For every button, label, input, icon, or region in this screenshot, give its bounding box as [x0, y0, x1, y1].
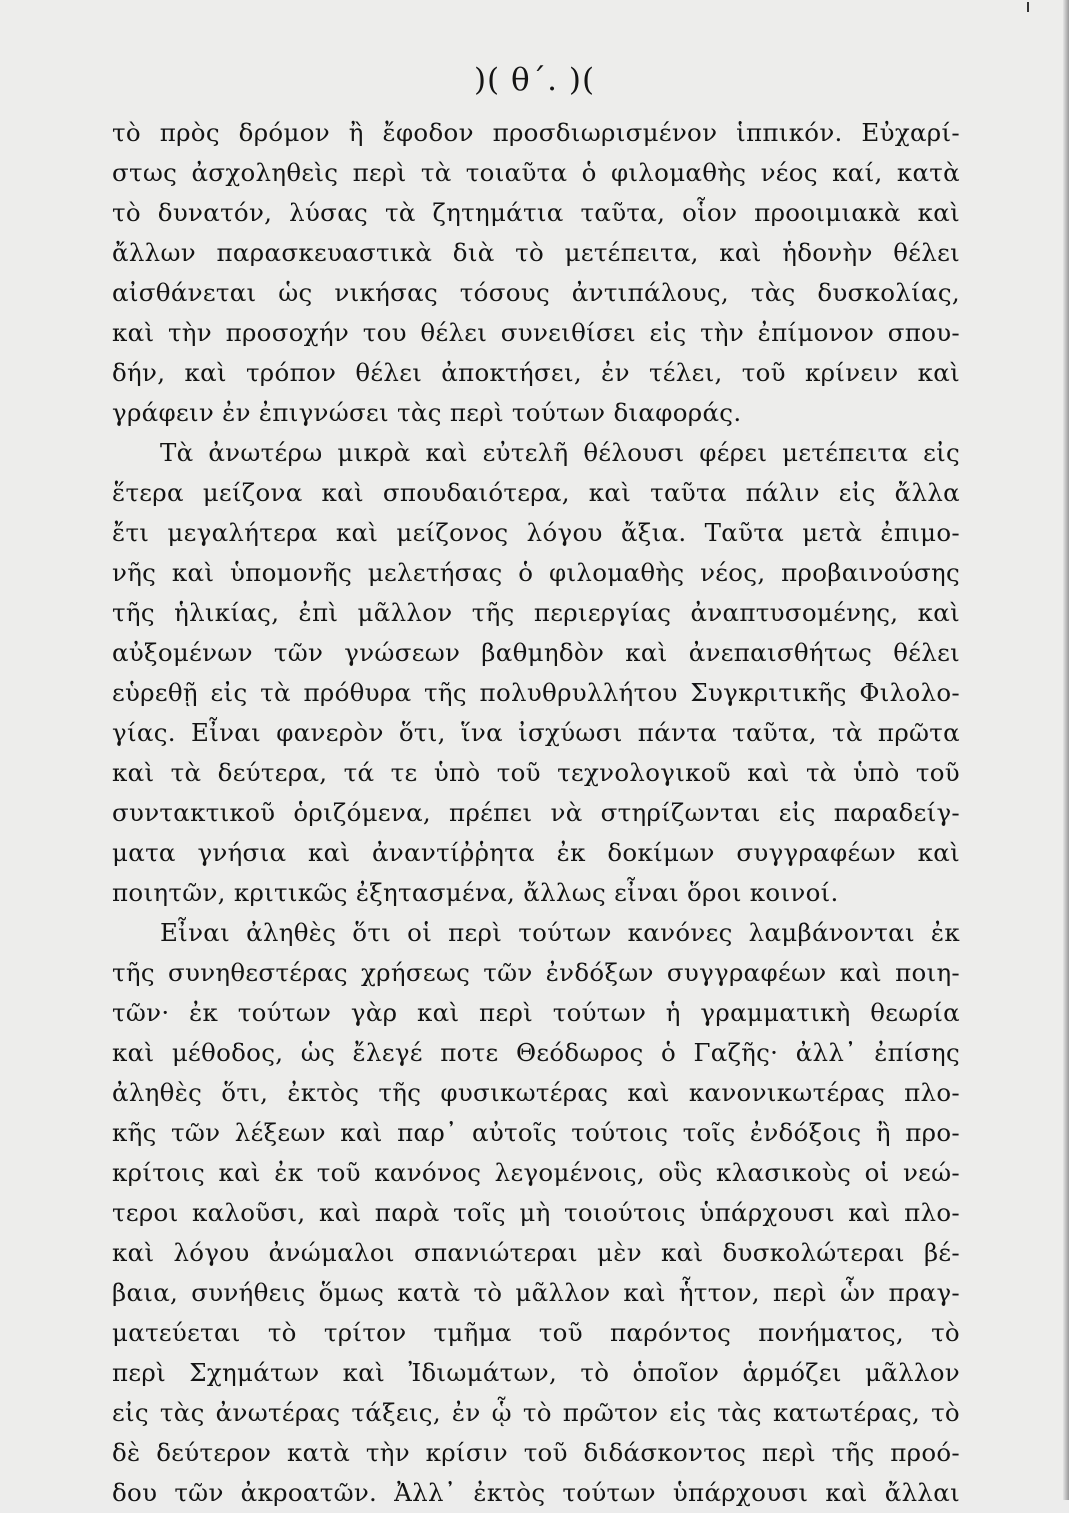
text-line: αὐξομένων τῶν γνώσεων βαθμηδὸν καὶ ἀνεπαισθήτως θέλει — [112, 638, 960, 667]
text-line: ἔτι μεγαλήτερα καὶ μείζονος λόγου ἄξια. Ταῦτα μετὰ ἐπιμο- — [112, 518, 960, 547]
text-line: βαια, συνήθεις ὅμως κατὰ τὸ μᾶλλον καὶ ἧττον, περὶ ὧν πραγ- — [112, 1278, 960, 1307]
text-line: τὸ πρὸς δρόμον ἢ ἔφοδον προσδιωρισμένον ἱππικόν. Εὐχαρί- — [112, 118, 960, 147]
text-line: καὶ λόγου ἀνώμαλοι σπανιώτεραι μὲν καὶ δυσκολώτεραι βέ- — [112, 1238, 960, 1267]
text-line: ποιητῶν, κριτικῶς ἐξητασμένα, ἄλλως εἶναι ὅροι κοινοί. — [112, 878, 839, 907]
body-text — [112, 113, 960, 1513]
text-line: ἀληθὲς ὅτι, ἐκτὸς τῆς φυσικωτέρας καὶ κανονικωτέρας πλο- — [112, 1078, 960, 1107]
page-spine-shadow — [1063, 0, 1069, 1500]
page-header: )( θ΄. )( — [473, 62, 596, 98]
text-line: δου τῶν ἀκροατῶν. Ἀλλ᾽ ἐκτὸς τούτων ὑπάρχουσι καὶ ἄλλαι — [112, 1478, 960, 1507]
text-line: καὶ τὰ δεύτερα, τά τε ὑπὸ τοῦ τεχνολογικοῦ καὶ τὰ ὑπὸ τοῦ — [112, 758, 960, 787]
text-line: περὶ Σχημάτων καὶ Ἰδιωμάτων, τὸ ὁποῖον ἁρμόζει μᾶλλον — [112, 1358, 960, 1387]
text-line: στως ἀσχοληθεὶς περὶ τὰ τοιαῦτα ὁ φιλομαθὴς νέος καί, κατὰ — [112, 158, 960, 187]
text-line: εἰς τὰς ἀνωτέρας τάξεις, ἐν ᾧ τὸ πρῶτον εἰς τὰς κατωτέρας, τὸ — [112, 1398, 960, 1427]
text-line: ματα γνήσια καὶ ἀναντίῤῥητα ἐκ δοκίμων συγγραφέων καὶ — [112, 838, 960, 867]
text-line: νῆς καὶ ὑπομονῆς μελετήσας ὁ φιλομαθὴς νέος, προβαινούσης — [112, 558, 960, 587]
text-line: καὶ τὴν προσοχήν του θέλει συνειθίσει εἰς τὴν ἐπίμονον σπου- — [112, 318, 960, 347]
text-line: καὶ μέθοδος, ὡς ἔλεγέ ποτε Θεόδωρος ὁ Γαζῆς· ἀλλ᾽ ἐπίσης — [112, 1038, 960, 1067]
text-line: κῆς τῶν λέξεων καὶ παρ᾽ αὐτοῖς τούτοις τοῖς ἐνδόξοις ἢ προ- — [112, 1118, 960, 1147]
text-line: δὲ δεύτερον κατὰ τὴν κρίσιν τοῦ διδάσκοντος περὶ τῆς προό- — [112, 1438, 960, 1467]
text-line: αἰσθάνεται ὡς νικήσας τόσους ἀντιπάλους, τὰς δυσκολίας, — [112, 278, 960, 307]
text-line: τῶν· ἐκ τούτων γὰρ καὶ περὶ τούτων ἡ γραμματικὴ θεωρία — [112, 998, 960, 1027]
text-line: κρίτοις καὶ ἐκ τοῦ κανόνος λεγομένοις, οὓς κλασικοὺς οἱ νεώ- — [112, 1158, 960, 1187]
text-line: τῆς ἡλικίας, ἐπὶ μᾶλλον τῆς περιεργίας ἀναπτυσομένης, καὶ — [112, 598, 960, 627]
text-line: γίας. Εἶναι φανερὸν ὅτι, ἵνα ἰσχύωσι πάντα ταῦτα, τὰ πρῶτα — [112, 718, 960, 747]
text-line: Εἶναι ἀληθὲς ὅτι οἱ περὶ τούτων κανόνες λαμβάνονται ἐκ — [160, 918, 960, 947]
text-line: γράφειν ἐν ἐπιγνώσει τὰς περὶ τούτων διαφοράς. — [112, 398, 742, 427]
text-line: δήν, καὶ τρόπον θέλει ἀποκτήσει, ἐν τέλει, τοῦ κρίνειν καὶ — [112, 358, 960, 387]
text-line: τὸ δυνατόν, λύσας τὰ ζητημάτια ταῦτα, οἷον προοιμιακὰ καὶ — [112, 198, 960, 227]
text-line: τῆς συνηθεστέρας χρήσεως τῶν ἐνδόξων συγγραφέων καὶ ποιη- — [112, 958, 960, 987]
text-line: συντακτικοῦ ὁριζόμενα, πρέπει νὰ στηρίζωνται εἰς παραδείγ- — [112, 798, 960, 827]
text-line: εὑρεθῇ εἰς τὰ πρόθυρα τῆς πολυθρυλλήτου Συγκριτικῆς Φιλολο- — [112, 678, 960, 707]
text-line: Τὰ ἀνωτέρω μικρὰ καὶ εὐτελῆ θέλουσι φέρει μετέπειτα εἰς — [160, 438, 960, 467]
text-line: ματεύεται τὸ τρίτον τμῆμα τοῦ παρόντος πονήματος, τὸ — [112, 1318, 960, 1347]
text-line: ἄλλων παρασκευαστικὰ διὰ τὸ μετέπειτα, καὶ ἡδονὴν θέλει — [112, 238, 960, 267]
corner-mark — [1027, 2, 1035, 12]
text-line: τεροι καλοῦσι, καὶ παρὰ τοῖς μὴ τοιούτοις ὑπάρχουσι καὶ πλο- — [112, 1198, 960, 1227]
text-line: ἕτερα μείζονα καὶ σπουδαιότερα, καὶ ταῦτα πάλιν εἰς ἄλλα — [112, 478, 960, 507]
